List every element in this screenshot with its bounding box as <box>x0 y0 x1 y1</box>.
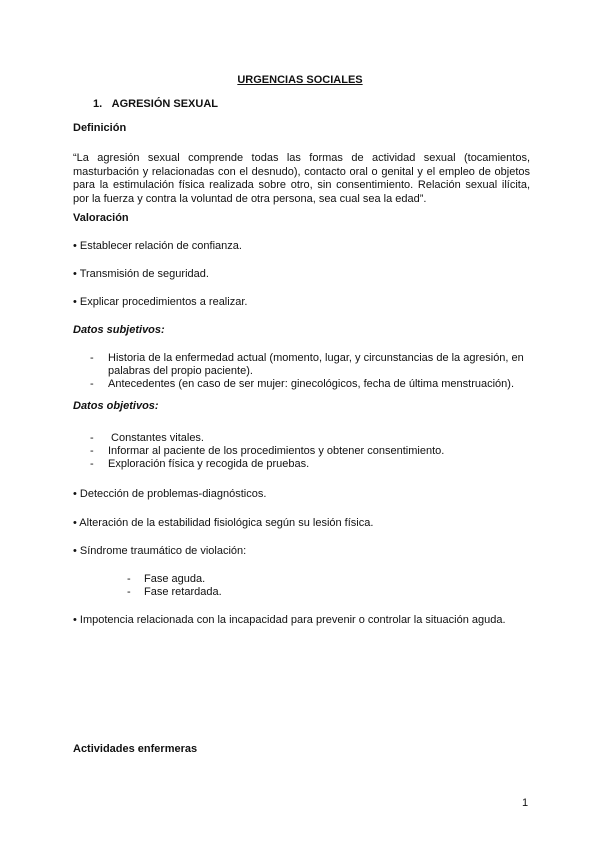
actividades-heading: Actividades enfermeras <box>73 743 198 755</box>
fase-item <box>127 573 427 587</box>
dash-marker: - <box>90 458 94 470</box>
dash-marker: - <box>90 352 94 364</box>
diagnostico-item: • Detección de problemas-diagnósticos. <box>73 488 267 500</box>
page-number: 1 <box>522 797 529 809</box>
valoracion-item: • Explicar procedimientos a realizar. <box>73 296 248 308</box>
dash-marker: - <box>127 586 131 598</box>
section-heading <box>93 98 218 110</box>
definicion-heading: Definición <box>73 122 127 134</box>
subjetivo-text: palabras del propio paciente). <box>108 365 253 377</box>
section-number: 1. <box>93 98 103 110</box>
datos-objetivos-heading: Datos objetivos: <box>73 400 159 412</box>
section-title: AGRESIÓN SEXUAL <box>111 98 219 110</box>
definicion-paragraph <box>73 152 530 206</box>
objetivo-item <box>90 432 540 446</box>
valoracion-heading: Valoración <box>73 212 129 224</box>
objetivo-text: Constantes vitales. <box>108 432 204 444</box>
fase-item <box>127 586 427 600</box>
document-title: URGENCIAS SOCIALES <box>237 74 363 86</box>
subjetivo-text: Historia de la enfermedad actual (momento, lugar, y circunstancias de la agresión, en <box>108 352 524 364</box>
objetivo-text: Exploración física y recogida de pruebas. <box>108 458 310 470</box>
datos-subjetivos-heading: Datos subjetivos: <box>73 324 165 336</box>
fase-text: Fase aguda. <box>144 573 206 585</box>
dash-marker: - <box>127 573 131 585</box>
subjetivo-text: Antecedentes (en caso de ser mujer: ginecológicos, fecha de última menstruación). <box>108 378 514 390</box>
paragraph-line: para la estimulación física realizada sobre otro, sin consentimiento. Relación sexual ilícita, <box>73 179 530 191</box>
dash-marker: - <box>90 432 94 444</box>
objetivo-item <box>90 445 540 459</box>
valoracion-item: • Establecer relación de confianza. <box>73 240 242 252</box>
objetivo-text: Informar al paciente de los procedimientos y obtener consentimiento. <box>108 445 445 457</box>
paragraph-line: “La agresión sexual comprende todas las formas de actividad sexual (tocamientos, <box>73 152 530 164</box>
diagnostico-item: • Alteración de la estabilidad fisiológica según su lesión física. <box>73 517 374 529</box>
diagnostico-item: • Síndrome traumático de violación: <box>73 545 247 557</box>
subjetivo-item <box>90 352 540 380</box>
dash-marker: - <box>90 445 94 457</box>
paragraph-line: por la fuerza y contra la voluntad de otra persona, sea cual sea la edad”. <box>73 192 427 205</box>
impotencia-item: • Impotencia relacionada con la incapacidad para prevenir o controlar la situación aguda. <box>73 614 506 626</box>
paragraph-line: masturbación y relacionadas con el desnudo), contacto oral o genital y el empleo de objetos <box>73 165 530 178</box>
subjetivo-item <box>90 378 540 392</box>
valoracion-item: • Transmisión de seguridad. <box>73 268 209 280</box>
objetivo-item <box>90 458 540 472</box>
fase-text: Fase retardada. <box>144 586 222 598</box>
dash-marker: - <box>90 378 94 390</box>
